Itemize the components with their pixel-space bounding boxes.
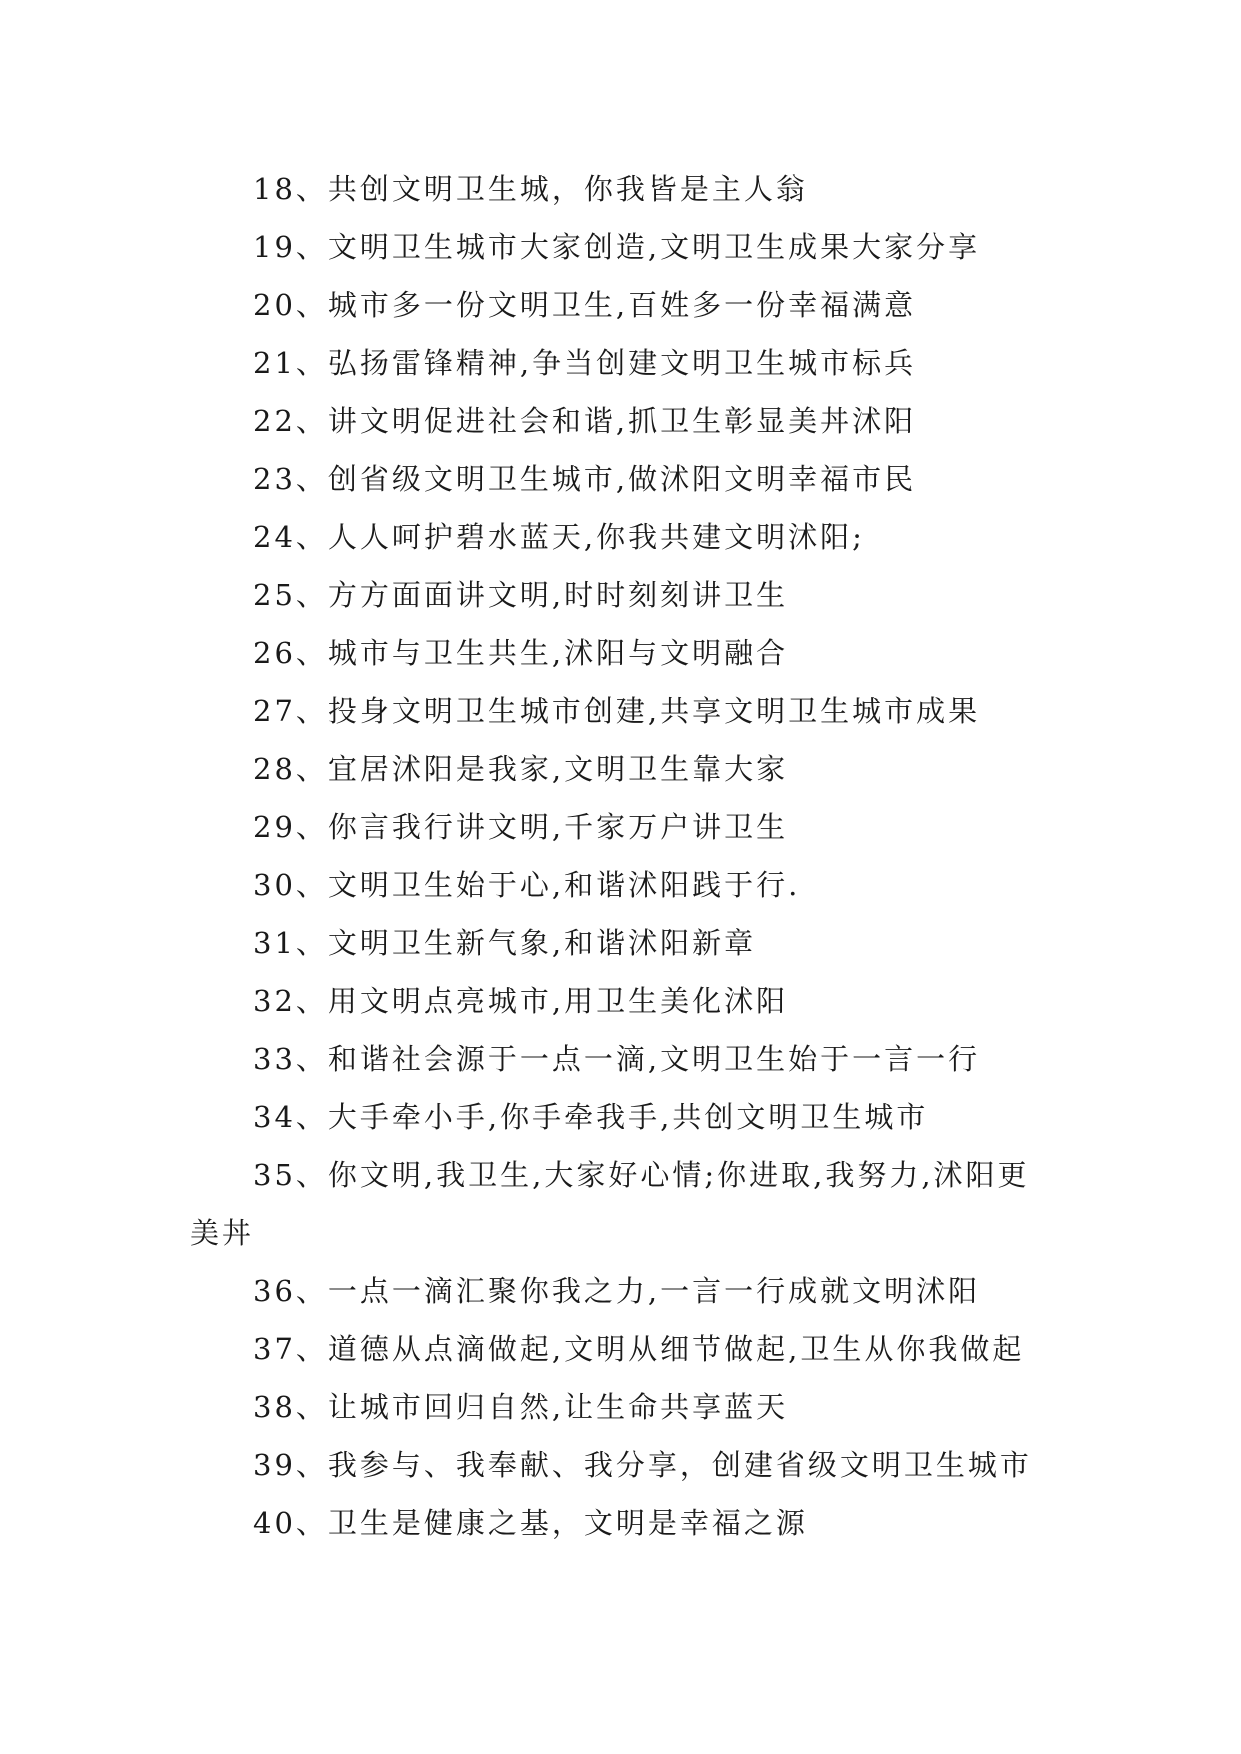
list-item: 33、和谐社会源于一点一滴,文明卫生始于一言一行 [253, 1042, 981, 1076]
list-item: 28、宜居沭阳是我家,文明卫生靠大家 [253, 752, 789, 786]
list-item: 39、我参与、我奉献、我分享，创建省级文明卫生城市 [253, 1448, 1032, 1482]
list-item: 32、用文明点亮城市,用卫生美化沭阳 [253, 984, 789, 1018]
list-item: 37、道德从点滴做起,文明从细节做起,卫生从你我做起 [253, 1332, 1025, 1366]
list-item: 19、文明卫生城市大家创造,文明卫生成果大家分享 [253, 230, 981, 264]
list-item: 40、卫生是健康之基，文明是幸福之源 [253, 1506, 808, 1540]
list-item: 31、文明卫生新气象,和谐沭阳新章 [253, 926, 757, 960]
list-item: 35、你文明,我卫生,大家好心情;你进取,我努力,沭阳更美丼 [190, 1158, 1030, 1250]
list-item: 21、弘扬雷锋精神,争当创建文明卫生城市标兵 [253, 346, 917, 380]
list-item: 24、人人呵护碧水蓝天,你我共建文明沭阳; [253, 520, 865, 554]
list-item: 38、让城市回归自然,让生命共享蓝天 [253, 1390, 789, 1424]
list-item: 34、大手牵小手,你手牵我手,共创文明卫生城市 [253, 1100, 929, 1134]
list-item: 36、一点一滴汇聚你我之力,一言一行成就文明沭阳 [253, 1274, 981, 1308]
list-item: 25、方方面面讲文明,时时刻刻讲卫生 [253, 578, 789, 612]
list-item: 18、共创文明卫生城，你我皆是主人翁 [253, 172, 808, 206]
list-item: 23、创省级文明卫生城市,做沭阳文明幸福市民 [253, 462, 917, 496]
list-item: 30、文明卫生始于心,和谐沭阳践于行. [253, 868, 801, 902]
list-item: 22、讲文明促进社会和谐,抓卫生彰显美丼沭阳 [253, 404, 917, 438]
list-item: 26、城市与卫生共生,沭阳与文明融合 [253, 636, 789, 670]
list-item: 29、你言我行讲文明,千家万户讲卫生 [253, 810, 789, 844]
list-item: 20、城市多一份文明卫生,百姓多一份幸福满意 [253, 288, 917, 322]
slogan-list [190, 160, 1050, 1552]
list-item: 27、投身文明卫生城市创建,共享文明卫生城市成果 [253, 694, 981, 728]
